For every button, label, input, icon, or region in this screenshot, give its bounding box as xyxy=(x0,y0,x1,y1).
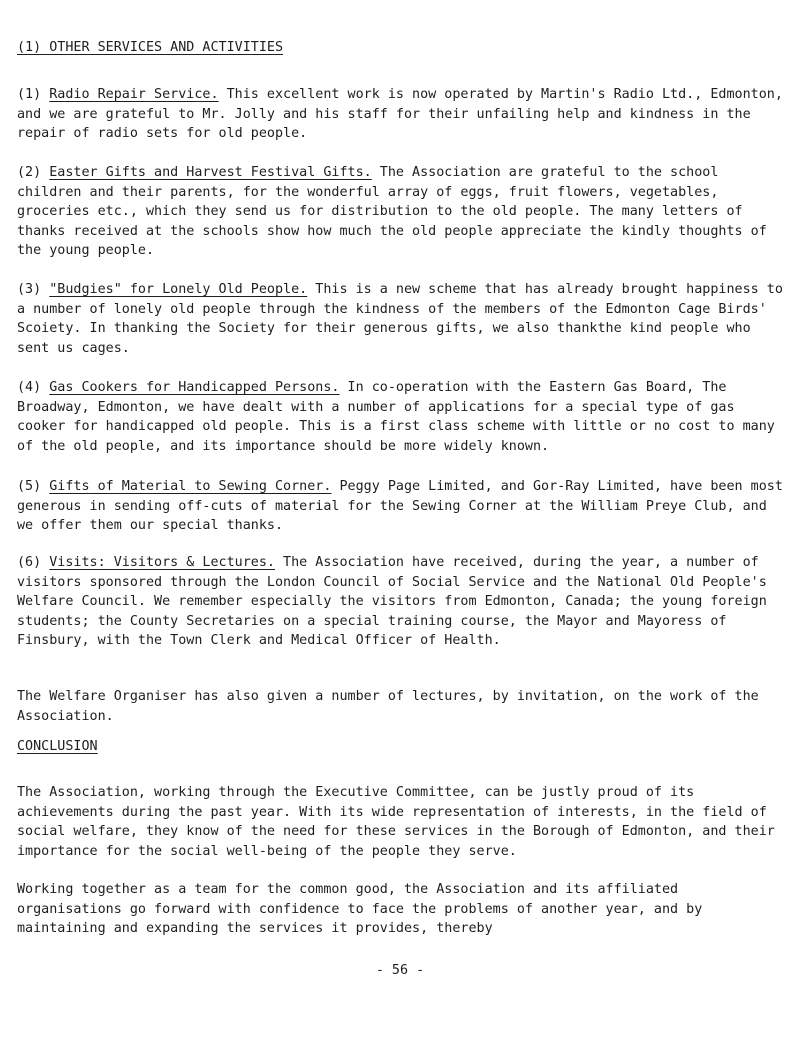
item-body: The Association are grateful to the school children and their parents, for the wonderful array of eggs, fruit flowers, vegetables, groceries etc., which they send us for distribution to the old people. The many letters of thanks received at the schools show how much the old people appreciate the kindly thoughts of the young people. xyxy=(17,165,767,259)
item-budgies xyxy=(17,280,789,358)
item-body: This excellent work is now operated by Martin's Radio Ltd., Edmonton, and we are grateful to Mr. Jolly and his staff for their unfailing help and kindness in the repair of radio sets for old people. xyxy=(17,87,783,142)
item-title: Easter Gifts and Harvest Festival Gifts. xyxy=(49,165,372,180)
item-number: (4) xyxy=(17,380,42,395)
item-title: Gifts of Material to Sewing Corner. xyxy=(49,479,332,494)
item-number: (1) xyxy=(17,87,42,102)
item-gas-cookers xyxy=(17,378,789,456)
item-title: Gas Cookers for Handicapped Persons. xyxy=(49,380,340,395)
item-number: (3) xyxy=(17,282,42,297)
section-heading: (1) OTHER SERVICES AND ACTIVITIES xyxy=(17,40,284,55)
conclusion-paragraph: Working together as a team for the common good, the Association and its affiliated organisations go forward with confidence to face the problems of another year, and by maintaining and expanding the services it provides, thereby xyxy=(17,882,703,937)
item-number: (2) xyxy=(17,165,42,180)
item-easter-gifts xyxy=(17,163,789,261)
item-title: "Budgies" for Lonely Old People. xyxy=(49,282,308,297)
conclusion-paragraph: The Association, working through the Executive Committee, can be justly proud of its achievements during the past year. With its wide representation of interests, in the field of social welfare, they know of the need for these services in the Borough of Edmonton, and their importance for the social well-being of the people they serve. xyxy=(17,785,775,859)
item-number: (6) xyxy=(17,555,42,570)
item-body: Peggy Page Limited, and Gor-Ray Limited, have been most generous in sending off-cuts of material for the Sewing Corner at the William Preye Club, and we offer them our special thanks. xyxy=(17,479,783,534)
item-body: In co-operation with the Eastern Gas Board, The Broadway, Edmonton, we have dealt with a number of applications for a special type of gas cooker for handicapped old people. This is a first class scheme with little or no cost to many of the old people, and its importance should be more widely known. xyxy=(17,380,775,454)
item-visits xyxy=(17,553,789,651)
item-title: Radio Repair Service. xyxy=(49,87,219,102)
item-body: The Association have received, during the year, a number of visitors sponsored through the London Council of Social Service and the National Old People's Welfare Council. We remember especially the visitors from Edmonton, Canada; the young foreign students; the County Secretaries on a special training course, the Mayor and Mayoress of Finsbury, with the Town Clerk and Medical Officer of Health. xyxy=(17,555,767,649)
item-body: This is a new scheme that has already brought happiness to a number of lonely old people through the kindness of the members of the Edmonton Cage Birds' Scoiety. In thanking the Society for their generous gifts, we also thankthe kind people who sent us cages. xyxy=(17,282,783,356)
item-sewing-corner xyxy=(17,477,789,536)
item-radio-repair xyxy=(17,85,789,144)
page-number: - 56 - xyxy=(375,963,425,978)
item-number: (5) xyxy=(17,479,42,494)
lectures-note: The Welfare Organiser has also given a number of lectures, by invitation, on the work of the Association. xyxy=(17,689,759,724)
item-title: Visits: Visitors & Lectures. xyxy=(49,555,275,570)
conclusion-heading: CONCLUSION xyxy=(17,739,98,754)
